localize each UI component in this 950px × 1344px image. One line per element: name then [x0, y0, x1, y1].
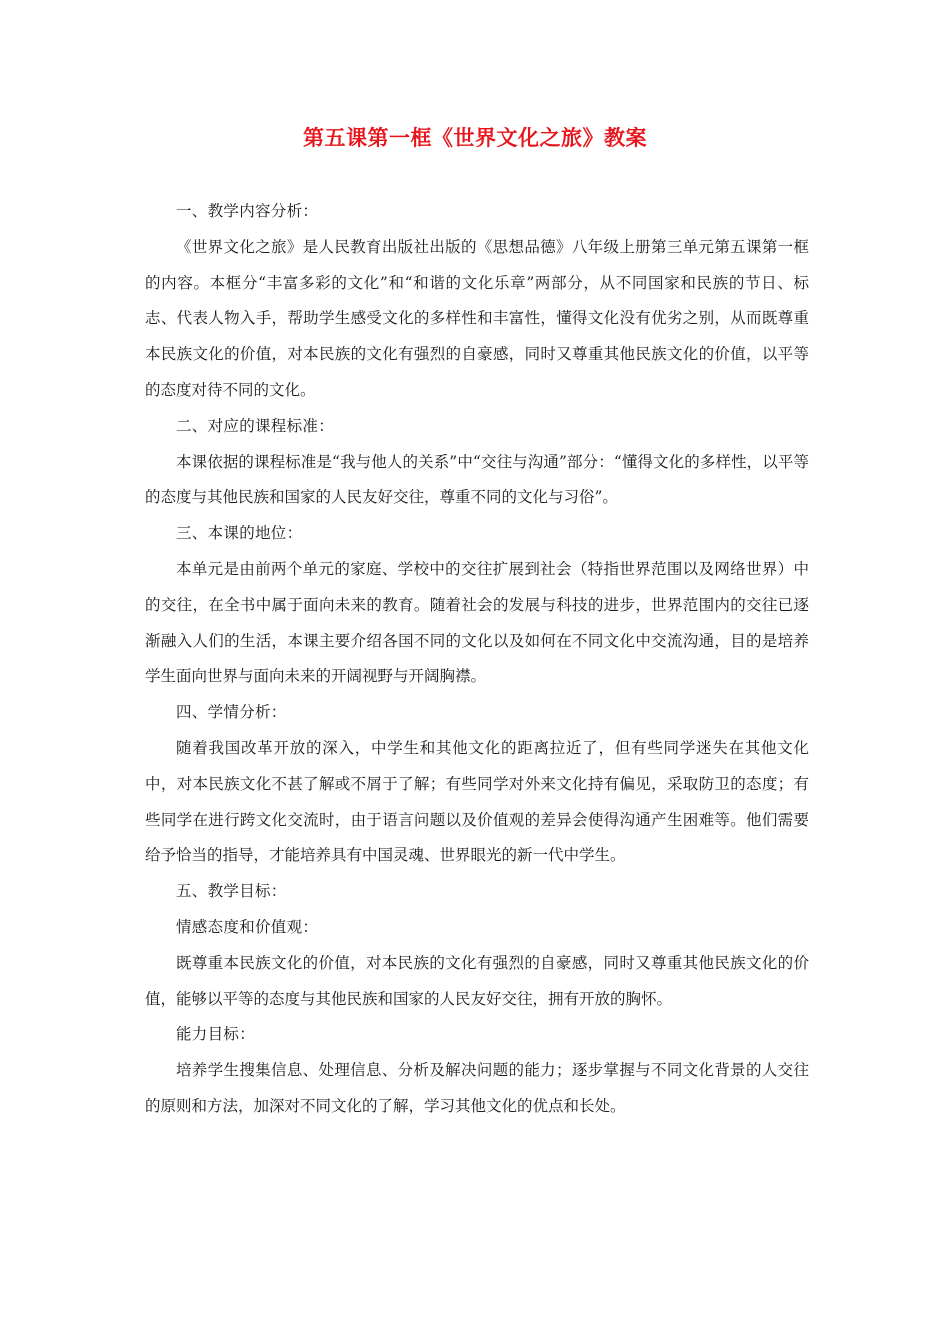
paragraph-content-analysis: 《世界文化之旅》是人民教育出版社出版的《思想品德》八年级上册第三单元第五课第一框的内容。本框分“丰富多彩的文化”和“和谐的文化乐章”两部分，从不同国家和民族的节日、标志、代表人物入手，帮助学生感受文化的多样性和丰富性，懂得文化没有优劣之别，从而既尊重本民族文化的价值，对本民族的文化有强烈的自豪感，同时又尊重其他民族文化的价值，以平等的态度对待不同的文化。	[145, 237, 809, 399]
paragraph-attitude-values: 既尊重本民族文化的价值，对本民族的文化有强烈的自豪感，同时又尊重其他民族文化的价值，能够以平等的态度与其他民族和国家的人民友好交往，拥有开放的胸怀。	[145, 953, 809, 1008]
paragraph-learner-analysis: 随着我国改革开放的深入，中学生和其他文化的距离拉近了，但有些同学迷失在其他文化中，对本民族文化不甚了解或不屑于了解；有些同学对外来文化持有偏见，采取防卫的态度；有些同学在进行跨文化交流时，由于语言问题以及价值观的差异会使得沟通产生困难等。他们需要给予恰当的指导，才能培养具有中国灵魂、世界眼光的新一代中学生。	[145, 738, 809, 865]
section-heading-teaching-goals: 五、教学目标：	[176, 882, 287, 901]
section-heading-lesson-position: 三、本课的地位：	[176, 524, 303, 543]
section-heading-learner-analysis: 四、学情分析：	[176, 703, 287, 722]
section-heading-curriculum-standard: 二、对应的课程标准：	[176, 416, 335, 435]
subheading-attitude-values: 情感态度和价值观：	[176, 917, 319, 936]
paragraph-curriculum-standard: 本课依据的课程标准是“我与他人的关系”中“交往与沟通”部分：“懂得文化的多样性，以平等的态度与其他民族和国家的人民友好交往，尊重不同的文化与习俗”。	[145, 452, 809, 507]
document-body	[145, 194, 809, 1125]
document-title: 第五课第一框《世界文化之旅》教案	[303, 126, 647, 150]
section-heading-content-analysis: 一、教学内容分析：	[176, 202, 319, 220]
subheading-ability-goals: 能力目标：	[176, 1025, 256, 1044]
paragraph-lesson-position: 本单元是由前两个单元的家庭、学校中的交往扩展到社会（特指世界范围以及网络世界）中的交往，在全书中属于面向未来的教育。随着社会的发展与科技的进步，世界范围内的交往已逐渐融入人们的生活，本课主要介绍各国不同的文化以及如何在不同文化中交流沟通，目的是培养学生面向世界与面向未来的开阔视野与开阔胸襟。	[145, 559, 809, 686]
paragraph-ability-goals: 培养学生搜集信息、处理信息、分析及解决问题的能力；逐步掌握与不同文化背景的人交往的原则和方法，加深对不同文化的了解，学习其他文化的优点和长处。	[145, 1061, 809, 1115]
